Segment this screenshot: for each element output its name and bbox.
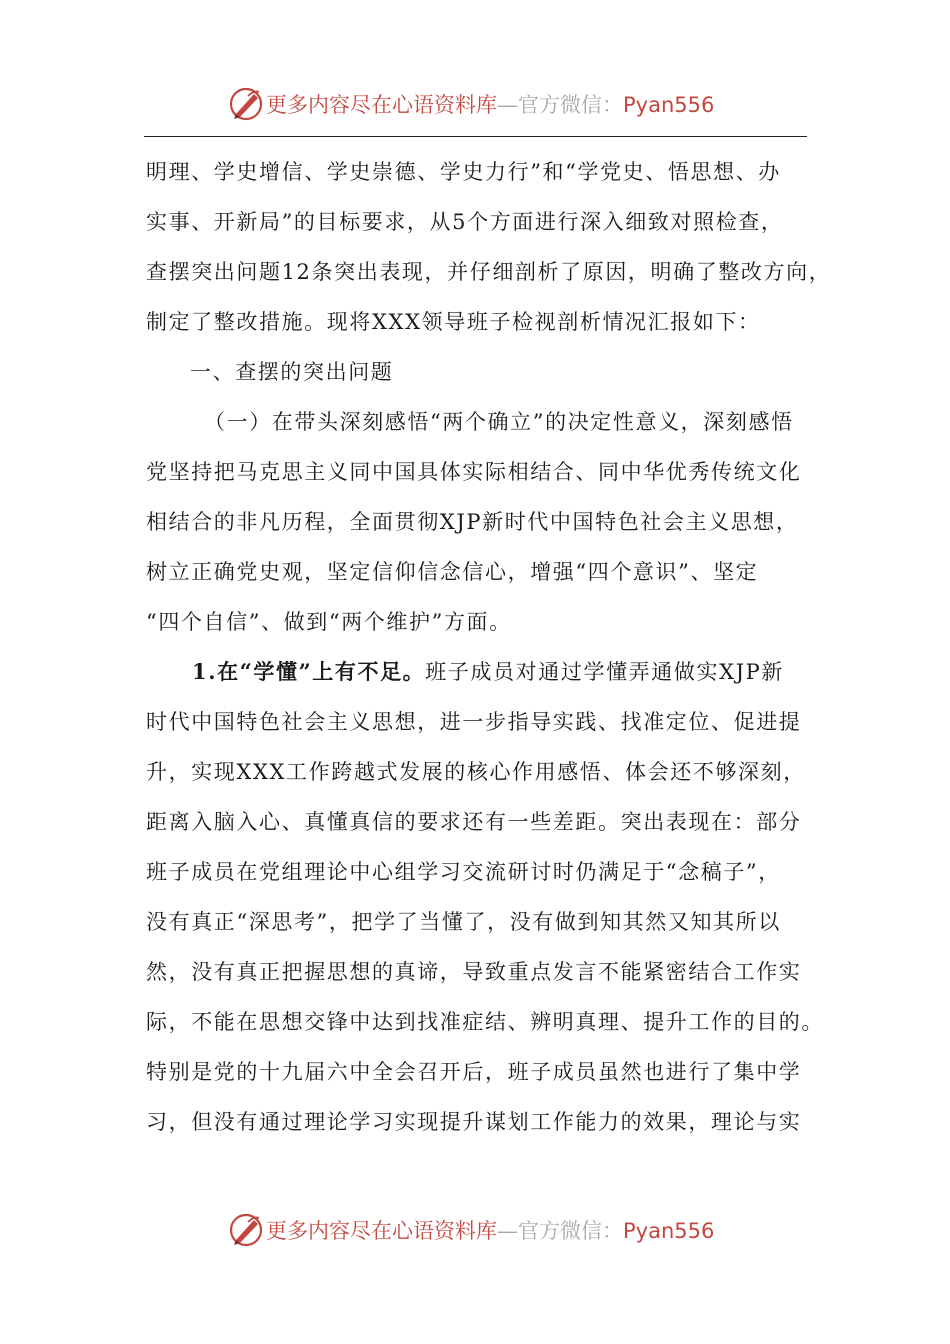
header-rule <box>144 136 807 137</box>
banner-title: 更多内容尽在心语资料库 <box>266 93 497 117</box>
banner-dash: — <box>497 93 518 117</box>
body-line: 特别是党的十九届六中全会召开后，班子成员虽然也进行了集中学 <box>146 1060 802 1084</box>
footer-banner-text <box>266 1215 714 1245</box>
body-line: 查摆突出问题12条突出表现，并仔细剖析了原因，明确了整改方向， <box>146 260 832 284</box>
point-paragraph-line <box>146 647 806 697</box>
point-text: 班子成员对通过学懂弄通做实XJP新 <box>425 660 784 684</box>
document-body <box>146 147 832 1147</box>
body-line: 距离入脑入心、真懂真信的要求还有一些差距。突出表现在：部分 <box>146 810 802 834</box>
footer-banner <box>0 1210 950 1250</box>
subsection-heading: （一）在带头深刻感悟“两个确立”的决定性意义，深刻感悟 <box>204 410 794 434</box>
header-banner-text <box>266 89 714 119</box>
pen-logo-icon <box>228 86 264 122</box>
body-line: 班子成员在党组理论中心组学习交流研讨时仍满足于“念稿子”， <box>146 860 781 884</box>
body-line: 相结合的非凡历程，全面贯彻XJP新时代中国特色社会主义思想， <box>146 510 799 534</box>
body-line: 制定了整改措施。现将XXX领导班子检视剖析情况汇报如下： <box>146 310 761 334</box>
body-line: 升，实现XXX工作跨越式发展的核心作用感悟、体会还不够深刻， <box>146 760 806 784</box>
banner-wechat-id: Pyan556 <box>623 1219 715 1243</box>
body-line: 党坚持把马克思主义同中国具体实际相结合、同中华优秀传统文化 <box>146 460 802 484</box>
body-line: “四个自信”、做到“两个维护”方面。 <box>146 610 512 634</box>
body-line: 时代中国特色社会主义思想，进一步指导实践、找准定位、促进提 <box>146 710 802 734</box>
header-banner <box>0 84 950 124</box>
section-heading: 一、查摆的突出问题 <box>190 360 394 384</box>
banner-dash: — <box>497 1219 518 1243</box>
banner-sub: 官方微信： <box>518 93 623 117</box>
body-line: 际，不能在思想交锋中达到找准症结、辨明真理、提升工作的目的。 <box>146 1010 824 1034</box>
body-line: 树立正确党史观，坚定信仰信念信心，增强“四个意识”、坚定 <box>146 560 759 584</box>
banner-sub: 官方微信： <box>518 1219 623 1243</box>
body-line: 没有真正“深思考”，把学了当懂了，没有做到知其然又知其所以 <box>146 910 781 934</box>
banner-title: 更多内容尽在心语资料库 <box>266 1219 497 1243</box>
body-line: 习，但没有通过理论学习实现提升谋划工作能力的效果，理论与实 <box>146 1110 802 1134</box>
banner-wechat-id: Pyan556 <box>623 93 715 117</box>
pen-logo-icon <box>228 1212 264 1248</box>
body-line: 明理、学史增信、学史崇德、学史力行”和“学党史、悟思想、办 <box>146 160 781 184</box>
body-line: 实事、开新局”的目标要求，从5个方面进行深入细致对照检查， <box>146 210 784 234</box>
body-line: 然，没有真正把握思想的真谛，导致重点发言不能紧密结合工作实 <box>146 960 802 984</box>
point-heading: 1.在“学懂”上有不足。 <box>192 659 426 684</box>
